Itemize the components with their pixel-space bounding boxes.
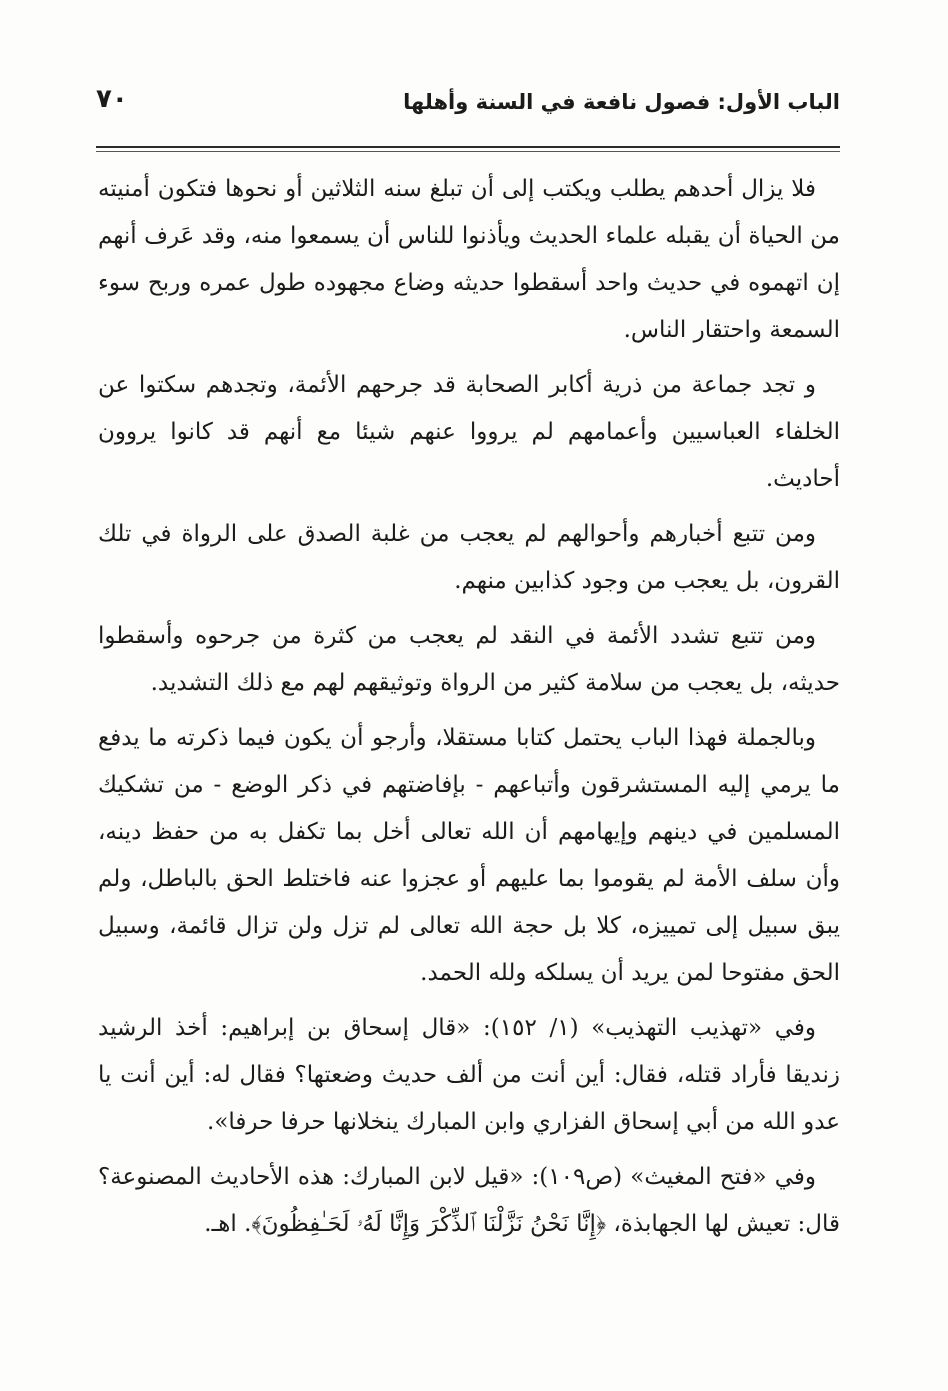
page-number: ٧٠ xyxy=(96,84,128,114)
paragraph-5: وبالجملة فهذا الباب يحتمل كتابا مستقلا، وأرجو أن يكون فيما ذكرته ما يدفع ما يرمي إليه المستشرقون وأتباعهم - بإفاضتهم في ذكر الوضع - من تشكيك المسلمين في دينهم وإيهامهم أن الله تعالى أخل بما تكفل به من حفظ دينه، وأن سلف الأمة لم يقوموا بما عليهم أو عجزوا عنه فاختلط الحق بالباطل، ولم يبق سبيل إلى تمييزه، كلا بل حجة الله تعالى لم تزل ولن تزال قائمة، وسبيل الحق مفتوحا لمن يريد أن يسلكه ولله الحمد. xyxy=(98,725,840,986)
page-body xyxy=(98,166,840,1311)
header-rule-thin xyxy=(96,151,840,152)
header-rule xyxy=(96,146,840,148)
paragraph-2: و تجد جماعة من ذرية أكابر الصحابة قد جرحهم الأئمة، وتجدهم سكتوا عن الخلفاء العباسيين وأعمامهم لم يرووا عنهم شيئا مع أنهم قد كانوا يروون أحاديث. xyxy=(98,372,840,492)
paragraph-7: وفي «فتح المغيث» (ص١٠٩): «قيل لابن المبارك: هذه الأحاديث المصنوعة؟ قال: تعيش لها الجهابذة، ﴿إِنَّا نَحْنُ نَزَّلْنَا ٱلذِّكْرَ وَإِنَّا لَهُۥ لَحَـٰفِظُونَ﴾. اهـ. xyxy=(98,1164,840,1237)
paragraph-4: ومن تتبع تشدد الأئمة في النقد لم يعجب من كثرة من جرحوه وأسقطوا حديثه، بل يعجب من سلامة كثير من الرواة وتوثيقهم لهم مع ذلك التشديد. xyxy=(98,623,840,696)
chapter-title: الباب الأول: فصول نافعة في السنة وأهلها xyxy=(403,90,840,114)
paragraph-1: فلا يزال أحدهم يطلب ويكتب إلى أن تبلغ سنه الثلاثين أو نحوها فتكون أمنيته من الحياة أن يقبله علماء الحديث ويأذنوا للناس أن يسمعوا منه، وقد عَرف أنهم إن اتهموه في حديث واحد أسقطوا حديثه وضاع مجهوده طول عمره وربح سوء السمعة واحتقار الناس. xyxy=(98,176,840,343)
paragraph-6: وفي «تهذيب التهذيب» (١/ ١٥٢): «قال إسحاق بن إبراهيم: أخذ الرشيد زنديقا فأراد قتله، فقال: أين أنت من ألف حديث وضعتها؟ فقال له: أين أنت يا عدو الله من أبي إسحاق الفزاري وابن المبارك ينخلانها حرفا حرفا». xyxy=(98,1015,840,1135)
page-header xyxy=(96,78,840,138)
paragraph-3: ومن تتبع أخبارهم وأحوالهم لم يعجب من غلبة الصدق على الرواة في تلك القرون، بل يعجب من وجود كذابين منهم. xyxy=(98,521,840,594)
